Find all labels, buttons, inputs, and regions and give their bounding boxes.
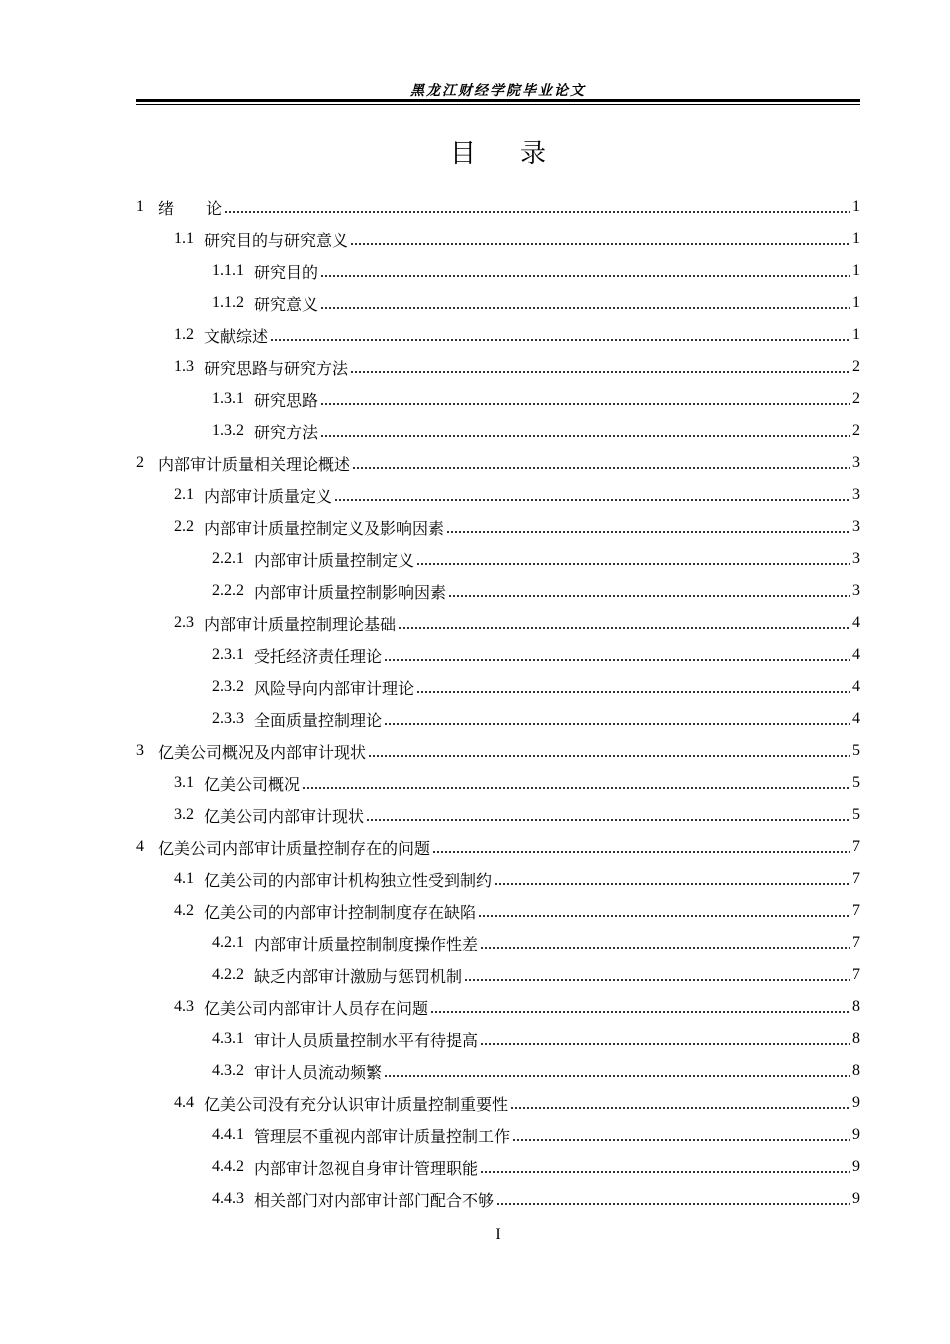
toc-leader-dots	[446, 519, 850, 535]
toc-entry-label: 内部审计质量控制制度操作性差	[254, 936, 479, 954]
toc-leader-dots	[224, 199, 850, 215]
toc-entry-number: 2.3.2	[212, 678, 244, 695]
toc-leader-dots	[480, 935, 850, 951]
toc-entry-number: 2.3.3	[212, 710, 244, 727]
toc-leader-dots	[398, 615, 850, 631]
toc-entry-number: 1.3.2	[212, 422, 244, 439]
toc-entry[interactable]	[136, 1023, 860, 1055]
toc-leader-dots	[416, 551, 850, 567]
toc-entry-label: 风险导向内部审计理论	[254, 680, 415, 698]
toc-entry-label: 研究思路与研究方法	[204, 360, 349, 378]
toc-entry-page: 2	[852, 422, 860, 439]
toc-entry-label: 内部审计质量控制影响因素	[254, 584, 447, 602]
toc-entry-number: 4.2	[174, 902, 194, 919]
toc-entry-number: 4.4.2	[212, 1158, 244, 1175]
toc-leader-dots	[320, 391, 850, 407]
toc-entry[interactable]	[136, 287, 860, 319]
title-char-1: 目	[449, 139, 476, 168]
toc-leader-dots	[448, 583, 850, 599]
toc-leader-dots	[432, 839, 850, 855]
toc-entry-label: 亿美公司没有充分认识审计质量控制重要性	[204, 1096, 509, 1114]
toc-entry-number: 4.1	[174, 870, 194, 887]
toc-entry-page: 8	[852, 1062, 860, 1079]
toc-entry-number: 4.4.1	[212, 1126, 244, 1143]
toc-entry[interactable]	[136, 959, 860, 991]
toc-leader-dots	[384, 711, 850, 727]
toc-entry-number: 2.1	[174, 486, 194, 503]
toc-leader-dots	[430, 999, 850, 1015]
table-of-contents	[136, 191, 860, 1215]
toc-entry-label: 亿美公司概况	[204, 776, 301, 794]
toc-entry-number: 1.1.2	[212, 294, 244, 311]
toc-entry-page: 3	[852, 582, 860, 599]
toc-entry-label: 研究方法	[254, 424, 319, 442]
toc-entry-label: 管理层不重视内部审计质量控制工作	[254, 1128, 511, 1146]
toc-entry-label: 内部审计质量定义	[204, 488, 333, 506]
toc-entry-number: 2	[136, 454, 144, 471]
toc-entry-page: 8	[852, 998, 860, 1015]
toc-entry-label: 亿美公司内部审计现状	[204, 808, 365, 826]
toc-entry-page: 1	[852, 198, 860, 215]
toc-entry-label: 内部审计忽视自身审计管理职能	[254, 1160, 479, 1178]
toc-entry[interactable]	[136, 639, 860, 671]
toc-entry-label: 内部审计质量控制理论基础	[204, 616, 397, 634]
toc-leader-dots	[334, 487, 850, 503]
toc-entry-page: 3	[852, 518, 860, 535]
toc-entry-label: 研究目的与研究意义	[204, 232, 349, 250]
toc-entry-page: 7	[852, 966, 860, 983]
toc-entry-page: 2	[852, 358, 860, 375]
toc-entry-page: 7	[852, 870, 860, 887]
toc-entry-label: 亿美公司的内部审计控制制度存在缺陷	[204, 904, 477, 922]
page-title	[136, 133, 860, 170]
toc-entry[interactable]	[136, 1183, 860, 1215]
toc-entry-number: 1.1.1	[212, 262, 244, 279]
toc-entry[interactable]	[136, 671, 860, 703]
toc-entry[interactable]	[136, 223, 860, 255]
toc-entry-number: 4.2.1	[212, 934, 244, 951]
page-header: 黑龙江财经学院毕业论文	[410, 84, 586, 99]
toc-leader-dots	[416, 679, 850, 695]
toc-entry-page: 7	[852, 934, 860, 951]
toc-entry-number: 4.4.3	[212, 1190, 244, 1207]
toc-leader-dots	[350, 359, 850, 375]
toc-entry-label: 研究目的	[254, 264, 319, 282]
toc-entry-page: 4	[852, 678, 860, 695]
toc-entry[interactable]	[136, 703, 860, 735]
toc-entry[interactable]	[136, 1087, 860, 1119]
toc-entry-number: 4.3	[174, 998, 194, 1015]
toc-entry-page: 3	[852, 454, 860, 471]
toc-leader-dots	[496, 1191, 850, 1207]
toc-leader-dots	[320, 263, 850, 279]
toc-entry[interactable]	[136, 447, 860, 479]
toc-entry-number: 4.2.2	[212, 966, 244, 983]
toc-entry[interactable]	[136, 1119, 860, 1151]
toc-entry-number: 3.1	[174, 774, 194, 791]
toc-entry-number: 2.2.2	[212, 582, 244, 599]
toc-entry-number: 3.2	[174, 806, 194, 823]
toc-leader-dots	[366, 807, 850, 823]
toc-entry-page: 4	[852, 614, 860, 631]
toc-entry[interactable]	[136, 383, 860, 415]
toc-entry-number: 3	[136, 742, 144, 759]
toc-entry[interactable]	[136, 255, 860, 287]
toc-entry-label: 审计人员流动频繁	[254, 1064, 383, 1082]
toc-entry[interactable]	[136, 767, 860, 799]
page-number: I	[495, 1226, 501, 1243]
toc-leader-dots	[320, 423, 850, 439]
toc-entry-number: 1.2	[174, 326, 194, 343]
toc-entry-number: 2.2.1	[212, 550, 244, 567]
toc-entry[interactable]	[136, 991, 860, 1023]
toc-entry-page: 9	[852, 1094, 860, 1111]
toc-entry-page: 2	[852, 390, 860, 407]
toc-entry-number: 1.1	[174, 230, 194, 247]
toc-entry-label: 亿美公司内部审计人员存在问题	[204, 1000, 429, 1018]
toc-entry-number: 2.3	[174, 614, 194, 631]
toc-entry-page: 5	[852, 742, 860, 759]
toc-entry[interactable]	[136, 831, 860, 863]
toc-entry[interactable]	[136, 863, 860, 895]
toc-entry[interactable]	[136, 927, 860, 959]
toc-entry-label: 内部审计质量相关理论概述	[158, 456, 351, 474]
toc-entry[interactable]	[136, 415, 860, 447]
toc-entry[interactable]	[136, 191, 860, 223]
toc-entry-label: 绪 论	[158, 200, 223, 218]
toc-leader-dots	[464, 967, 850, 983]
toc-entry-page: 7	[852, 902, 860, 919]
toc-entry[interactable]	[136, 735, 860, 767]
toc-leader-dots	[384, 1063, 850, 1079]
toc-entry-page: 7	[852, 838, 860, 855]
toc-entry-label: 受托经济责任理论	[254, 648, 383, 666]
toc-leader-dots	[368, 743, 850, 759]
title-char-2: 录	[520, 139, 547, 168]
toc-entry[interactable]	[136, 1055, 860, 1087]
toc-entry[interactable]	[136, 319, 860, 351]
toc-entry[interactable]	[136, 895, 860, 927]
toc-entry-page: 3	[852, 550, 860, 567]
toc-leader-dots	[384, 647, 850, 663]
toc-entry-label: 亿美公司的内部审计机构独立性受到制约	[204, 872, 493, 890]
toc-entry-page: 9	[852, 1158, 860, 1175]
toc-entry-number: 4.4	[174, 1094, 194, 1111]
toc-leader-dots	[494, 871, 850, 887]
toc-entry-label: 全面质量控制理论	[254, 712, 383, 730]
toc-entry[interactable]	[136, 575, 860, 607]
toc-entry-page: 1	[852, 262, 860, 279]
toc-entry-number: 4.3.1	[212, 1030, 244, 1047]
toc-entry-label: 缺乏内部审计激励与惩罚机制	[254, 968, 463, 986]
toc-entry-number: 4.3.2	[212, 1062, 244, 1079]
toc-entry-page: 4	[852, 710, 860, 727]
toc-entry-page: 5	[852, 806, 860, 823]
toc-entry[interactable]	[136, 1151, 860, 1183]
toc-entry-page: 3	[852, 486, 860, 503]
toc-leader-dots	[350, 231, 850, 247]
toc-leader-dots	[270, 327, 850, 343]
toc-entry-number: 1.3.1	[212, 390, 244, 407]
toc-entry-page: 5	[852, 774, 860, 791]
toc-entry[interactable]	[136, 479, 860, 511]
toc-entry-label: 相关部门对内部审计部门配合不够	[254, 1192, 495, 1210]
toc-entry-page: 8	[852, 1030, 860, 1047]
toc-entry-page: 1	[852, 326, 860, 343]
toc-entry-page: 1	[852, 294, 860, 311]
toc-entry[interactable]	[136, 799, 860, 831]
toc-entry[interactable]	[136, 511, 860, 543]
toc-entry[interactable]	[136, 351, 860, 383]
toc-entry-page: 1	[852, 230, 860, 247]
toc-entry-label: 研究思路	[254, 392, 319, 410]
toc-entry-label: 内部审计质量控制定义及影响因素	[204, 520, 445, 538]
toc-entry-label: 审计人员质量控制水平有待提高	[254, 1032, 479, 1050]
toc-entry-label: 亿美公司内部审计质量控制存在的问题	[158, 840, 431, 858]
header-rule-thin	[136, 104, 860, 105]
toc-leader-dots	[320, 295, 850, 311]
toc-entry[interactable]	[136, 543, 860, 575]
toc-entry-page: 4	[852, 646, 860, 663]
toc-entry-page: 9	[852, 1190, 860, 1207]
toc-leader-dots	[510, 1095, 850, 1111]
toc-leader-dots	[480, 1031, 850, 1047]
toc-entry-number: 4	[136, 838, 144, 855]
toc-leader-dots	[512, 1127, 850, 1143]
toc-entry-number: 1.3	[174, 358, 194, 375]
toc-leader-dots	[480, 1159, 850, 1175]
toc-entry-label: 研究意义	[254, 296, 319, 314]
toc-entry[interactable]	[136, 607, 860, 639]
toc-entry-page: 9	[852, 1126, 860, 1143]
toc-entry-label: 亿美公司概况及内部审计现状	[158, 744, 367, 762]
toc-entry-number: 2.3.1	[212, 646, 244, 663]
toc-leader-dots	[302, 775, 850, 791]
toc-entry-label: 内部审计质量控制定义	[254, 552, 415, 570]
toc-entry-number: 2.2	[174, 518, 194, 535]
header-rule-thick	[136, 99, 860, 102]
toc-entry-label: 文献综述	[204, 328, 269, 346]
toc-entry-number: 1	[136, 198, 144, 215]
toc-leader-dots	[478, 903, 850, 919]
toc-leader-dots	[352, 455, 850, 471]
